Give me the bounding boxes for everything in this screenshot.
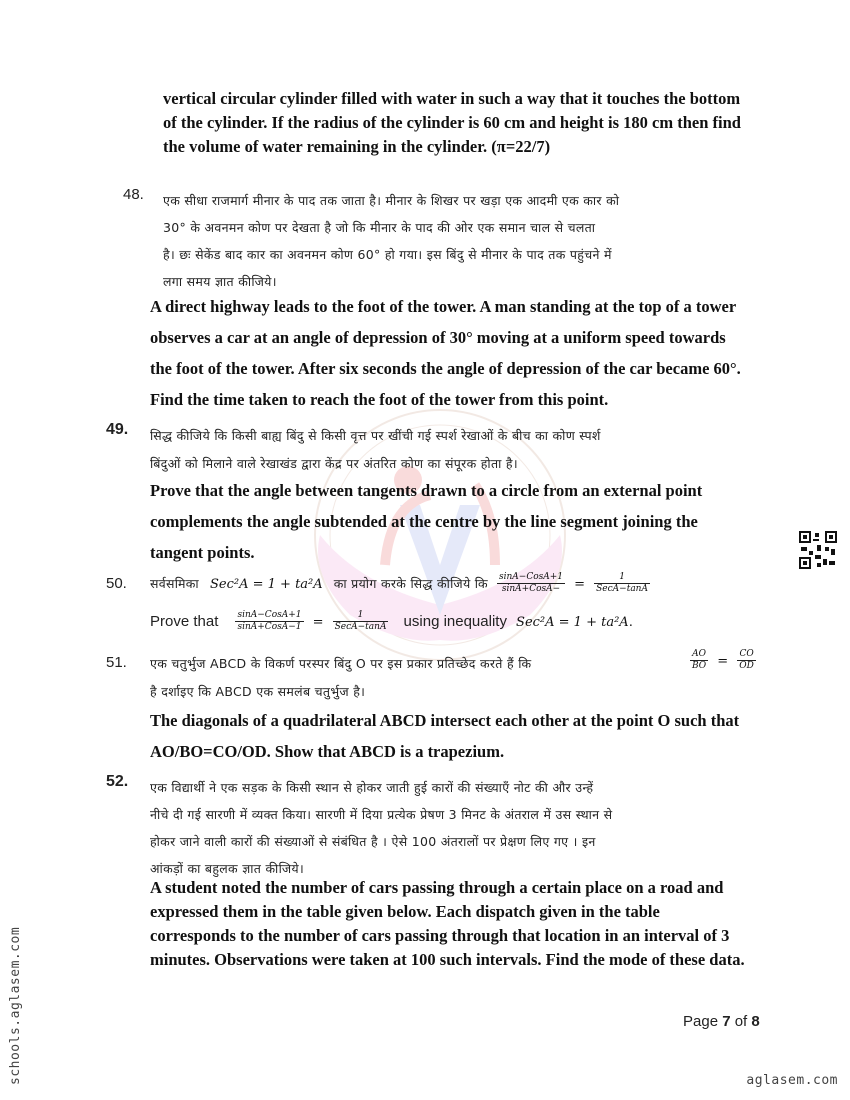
page-number — [683, 1013, 760, 1030]
q49-english — [150, 475, 770, 568]
q51-hindi-line-1: एक चतुर्भुज ABCD के विकर्ण परस्पर बिंदु O पर इस प्रकार प्रतिच्छेद करते हैं कि — [150, 656, 532, 671]
q49-english-line-2: complements the angle subtended at the centre by the line segment joining the — [150, 512, 698, 531]
page-current: 7 — [722, 1013, 731, 1030]
q50-frac3-den: sinA+CosA−1 — [237, 622, 302, 632]
q50-frac2-num: 1 — [594, 572, 650, 584]
q50-english-line — [150, 610, 633, 633]
q48-english-line-4: Find the time taken to reach the foot of the tower from this point. — [150, 390, 609, 409]
q48-number: 48. — [123, 186, 144, 203]
q51-ratio — [690, 649, 756, 672]
side-site-link[interactable]: schools.aglasem.com — [8, 926, 23, 1085]
page-of: of — [730, 1013, 752, 1030]
prev-line-3: the volume of water remaining in the cylinder. (π=22/7) — [163, 137, 551, 156]
prev-line-1: vertical circular cylinder filled with water in such a way that it touches the bottom — [163, 89, 741, 108]
q48-hindi — [163, 187, 763, 295]
q48-hindi-line-4: लगा समय ज्ञात कीजिये। — [163, 274, 277, 289]
q51-frac-a-num: AO — [690, 649, 708, 661]
prev-question-text — [163, 87, 773, 159]
q51-frac-a — [690, 649, 708, 672]
q50-eng-a: Prove that — [150, 613, 219, 630]
q52-english — [150, 876, 770, 972]
q52-number: 52. — [106, 773, 129, 790]
q50-frac4-num: 1 — [333, 610, 389, 622]
q50-fraction-1 — [497, 572, 565, 595]
q50-frac1-num: sinA−CosA+1 — [499, 572, 564, 582]
q52-hindi-line-4: आंकड़ों का बहुलक ज्ञात कीजिये। — [150, 861, 304, 876]
q51-frac-b-den: OD — [739, 661, 754, 671]
q51-frac-b-num: CO — [737, 649, 756, 661]
q51-english-line-2: AO/BO=CO/OD. Show that ABCD is a trapezium. — [150, 742, 505, 761]
q49-hindi — [150, 422, 770, 478]
q50-fraction-3 — [235, 610, 303, 633]
q50-hindi-b: का प्रयोग करके सिद्ध कीजिये कि — [333, 576, 488, 591]
q50-hindi-line — [150, 572, 650, 595]
q50-identity-english: Sec²A = 1 + ta²A — [516, 615, 629, 630]
q52-hindi-line-3: होकर जाने वाली कारों की संख्याओं से संबंधित है । ऐसे 100 अंतरालों पर प्रेक्षण लिए गए । इन — [150, 834, 596, 849]
q52-hindi-line-2: नीचे दी गई सारणी में व्यक्त किया। सारणी में दिया प्रत्येक प्रेषण 3 मिनट के अंतराल में उस स्थान से — [150, 807, 613, 822]
q49-number: 49. — [106, 421, 129, 438]
q52-english-line-1: A student noted the number of cars passing through a certain place on a road and — [150, 878, 724, 897]
q51-hindi-line-2: है दर्शाइए कि ABCD एक समलंब चतुर्भुज है। — [150, 684, 366, 699]
page-total: 8 — [751, 1013, 760, 1030]
q48-english-line-1: A direct highway leads to the foot of the tower. A man standing at the top of a tower — [150, 297, 737, 316]
q48-english — [150, 291, 770, 415]
q49-english-line-1: Prove that the angle between tangents drawn to a circle from an external point — [150, 481, 703, 500]
q50-frac4-den: SecA−tanA — [334, 622, 387, 632]
q49-hindi-line-2: बिंदुओं को मिलाने वाले रेखाखंड द्वारा केंद्र पर अंतरित कोण का संपूरक होता है। — [150, 456, 518, 471]
q51-frac-b — [737, 649, 756, 672]
qr-code-icon — [799, 531, 837, 569]
q52-english-line-3: corresponds to the number of cars passing through that location in an interval of 3 — [150, 926, 730, 945]
q50-eq-2: = — [312, 615, 324, 630]
q48-english-line-2: observes a car at an angle of depression of 30° moving at a uniform speed towards — [150, 328, 726, 347]
q50-eng-c: . — [628, 613, 633, 630]
q51-eq: = — [717, 654, 729, 669]
q52-hindi — [150, 774, 770, 882]
q52-english-line-4: minutes. Observations were taken at 100 such intervals. Find the mode of these data. — [150, 950, 745, 969]
q48-english-line-3: the foot of the tower. After six seconds the angle of depression of the car became 60°. — [150, 359, 741, 378]
q50-eq-1: = — [574, 577, 586, 592]
q49-hindi-line-1: सिद्ध कीजिये कि किसी बाह्य बिंदु से किसी वृत्त पर खींची गई स्पर्श रेखाओं के बीच का कोण स्पर्श — [150, 428, 601, 443]
q50-identity-hindi: Sec²A = 1 + ta²A — [210, 577, 323, 592]
q50-number: 50. — [106, 575, 127, 592]
q52-hindi-line-1: एक विद्यार्थी ने एक सड़क के किसी स्थान से होकर जाती हुई कारों की संख्याएँ नोट की और उन्हें — [150, 780, 594, 795]
footer-site-link[interactable]: aglasem.com — [746, 1073, 838, 1088]
q51-english — [150, 705, 770, 767]
page-prefix: Page — [683, 1013, 723, 1030]
q50-fraction-2 — [594, 572, 650, 595]
q48-hindi-line-1: एक सीधा राजमार्ग मीनार के पाद तक जाता है। मीनार के शिखर पर खड़ा एक आदमी एक कार को — [163, 193, 620, 208]
q50-hindi-a: सर्वसमिका — [150, 576, 199, 591]
q51-frac-a-den: BO — [692, 661, 707, 671]
q51-english-line-1: The diagonals of a quadrilateral ABCD intersect each other at the point O such that — [150, 711, 740, 730]
q48-hindi-line-3: है। छः सेकेंड बाद कार का अवनमन कोण 60° हो गया। इस बिंदु से मीनार के पाद तक पहुंचने में — [163, 247, 612, 262]
q50-frac2-den: SecA−tanA — [596, 584, 648, 594]
q49-english-line-3: tangent points. — [150, 543, 255, 562]
q51-number: 51. — [106, 654, 127, 671]
q50-eng-b: using inequality — [403, 613, 507, 630]
q52-english-line-2: expressed them in the table given below. Each dispatch given in the table — [150, 902, 660, 921]
q48-hindi-line-2: 30° के अवनमन कोण पर देखता है जो कि मीनार के पाद की ओर एक समान चाल से चलता — [163, 220, 596, 235]
prev-line-2: of the cylinder. If the radius of the cylinder is 60 cm and height is 180 cm then find — [163, 113, 741, 132]
q50-fraction-4 — [333, 610, 389, 633]
q50-frac3-num: sinA−CosA+1 — [237, 610, 302, 620]
q50-frac1-den: sinA+CosA− — [501, 584, 561, 594]
